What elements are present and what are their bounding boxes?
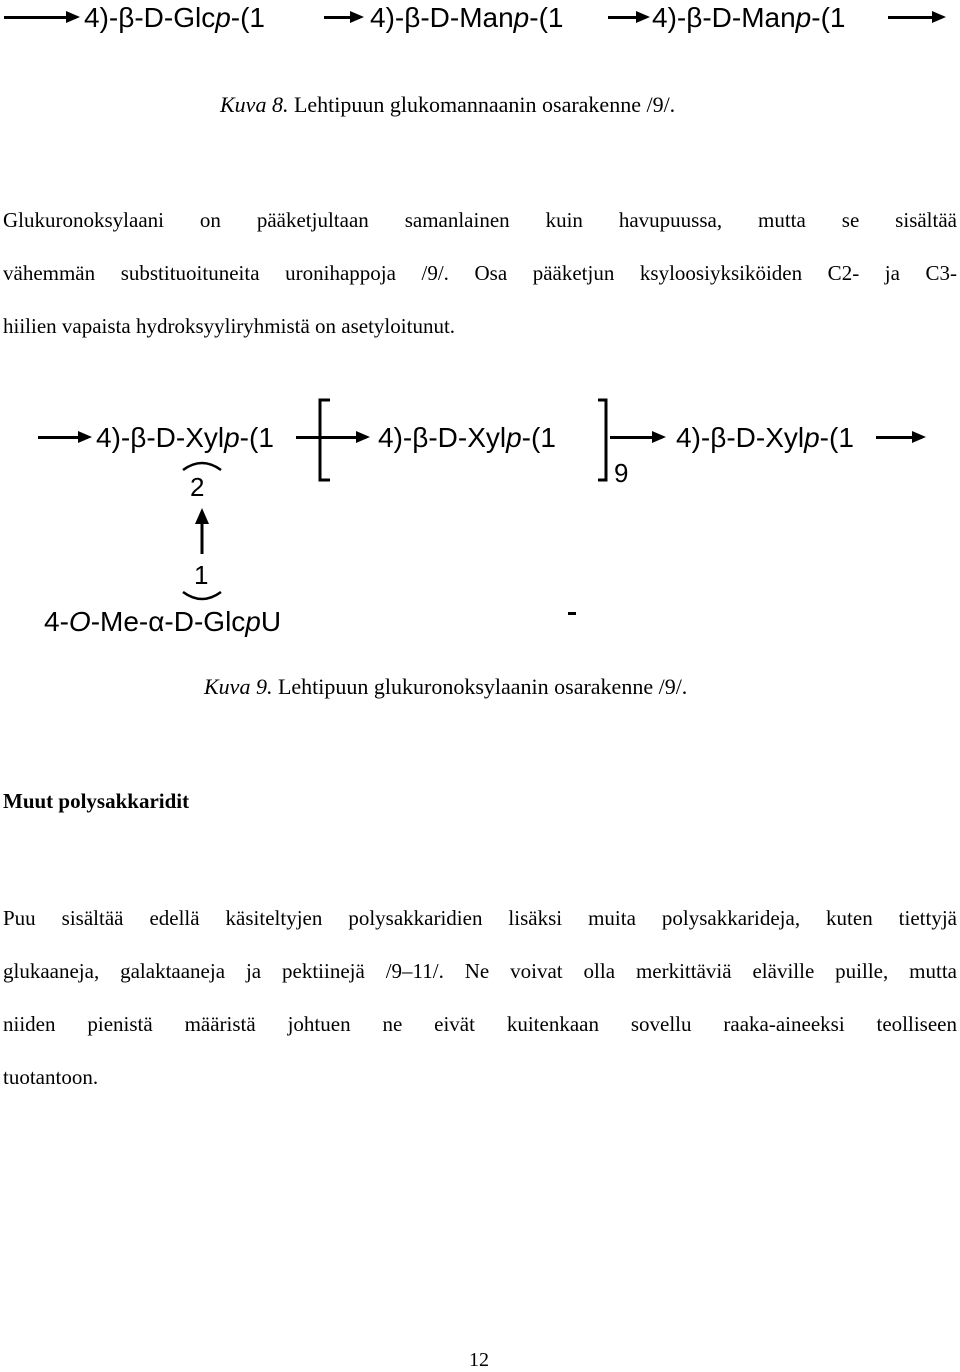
formula-unit-man-1: 4)-β-D-Manp-(1 xyxy=(370,2,564,33)
chain-arrow xyxy=(608,16,646,19)
paragraph-glucuronoxylan xyxy=(3,194,957,353)
figure-caption-9 xyxy=(204,674,687,700)
chain-arrow-right xyxy=(888,16,942,19)
formula-unit-text: 4)-β-D-Xyl xyxy=(378,422,507,453)
formula-unit-man-2: 4)-β-D-Manp-(1 xyxy=(652,2,846,33)
side-chain-glucuronic-acid: 4-O-Me-α-D-GlcpU xyxy=(44,606,282,637)
repeat-bracket-left xyxy=(316,398,336,482)
caption-text: Lehtipuun glukomannaanin osarakenne /9/. xyxy=(288,92,676,117)
branch-arrow-up xyxy=(194,508,210,554)
caption-label: Kuva 8. xyxy=(220,92,289,117)
chain-arrow xyxy=(610,436,662,439)
formula-unit-text: 4)-β-D-Man xyxy=(370,2,514,33)
paragraph-line: niiden pienistä määristä johtuen ne eivät kuitenkaan sovellu raaka-aineeksi teolliseen xyxy=(3,1012,957,1036)
repeat-bracket-right xyxy=(592,398,612,482)
branch-position: 2 xyxy=(190,472,205,502)
caption-label: Kuva 9. xyxy=(204,674,273,699)
paragraph-line: tuotantoon. xyxy=(3,1065,99,1089)
paragraph-line: glukaaneja, galaktaaneja ja pektiinejä /9–11/. Ne voivat olla merkittäviä eläville puille, mutta xyxy=(3,959,957,983)
branch-arc-top xyxy=(180,458,224,472)
formula-unit-text: 4)-β-D-Xyl xyxy=(676,422,805,453)
scan-speck xyxy=(568,612,576,615)
branch-arc-bottom xyxy=(180,590,224,604)
chain-arrow xyxy=(324,16,360,19)
page-number: 12 xyxy=(469,1349,489,1371)
section-heading: Muut polysakkaridit xyxy=(3,789,190,813)
formula-unit-xyl-1: 4)-β-D-Xylp-(1 xyxy=(96,422,274,453)
caption-text: Lehtipuun glukuronoksylaanin osarakenne /9/. xyxy=(272,674,688,699)
repeat-count: 9 xyxy=(614,458,629,488)
figure-caption-8 xyxy=(220,92,675,118)
paragraph-other-polysaccharides xyxy=(3,892,957,1104)
paragraph-line: vähemmän substituoituneita uronihappoja /9/. Osa pääketjun ksyloosiyksiköiden C2- ja C3- xyxy=(3,261,957,285)
formula-unit-text: 4)-β-D-Man xyxy=(652,2,796,33)
formula-unit-xyl-3: 4)-β-D-Xylp-(1 xyxy=(676,422,854,453)
formula-unit-text: 4)-β-D-Xyl xyxy=(96,422,225,453)
paragraph-line: Puu sisältää edellä käsiteltyjen polysakkaridien lisäksi muita polysakkarideja, kuten tiettyjä xyxy=(3,906,957,930)
chain-arrow-right xyxy=(876,436,922,439)
paragraph-line: hiilien vapaista hydroksyyliryhmistä on asetyloitunut. xyxy=(3,314,456,338)
paragraph-line: Glukuronoksylaani on pääketjultaan samanlainen kuin havupuussa, mutta se sisältää xyxy=(3,208,957,232)
formula-unit-text: 4)-β-D-Glc xyxy=(84,2,216,33)
formula-unit-glc: 4)-β-D-Glcp-(1 xyxy=(84,2,266,33)
branch-link-position: 1 xyxy=(194,560,209,590)
formula-unit-xyl-2: 4)-β-D-Xylp-(1 xyxy=(378,422,556,453)
chain-arrow-left xyxy=(38,436,88,439)
chain-arrow-left xyxy=(4,16,76,19)
